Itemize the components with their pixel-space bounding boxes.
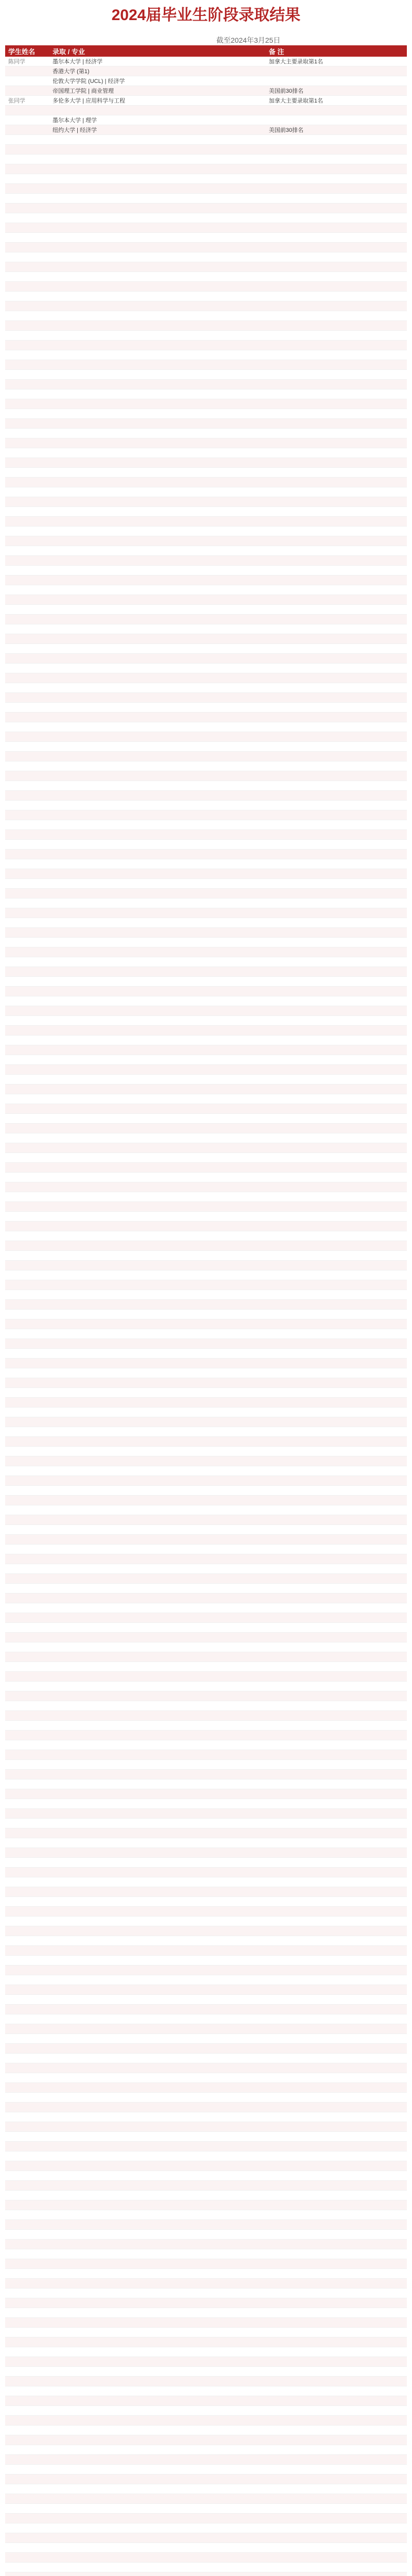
admission-detail: 纽约大学 | 经济学 [53, 127, 97, 133]
table-row [5, 2024, 407, 2034]
table-row [5, 1212, 407, 1222]
table-row [5, 204, 407, 213]
date-note: 截至2024年3月25日 [216, 36, 281, 44]
table-row [5, 1456, 407, 1466]
table-row [5, 1486, 407, 1496]
table-row [5, 2484, 407, 2494]
table-row [5, 595, 407, 605]
table-row [5, 527, 407, 536]
table-row [5, 174, 407, 184]
table-row [5, 1016, 407, 1026]
table-row [5, 1437, 407, 1447]
table-row [5, 624, 407, 634]
table-row [5, 1750, 407, 1760]
table-row [5, 2132, 407, 2142]
table-row [5, 1975, 407, 1985]
table-row [5, 1094, 407, 1104]
table-row [5, 2191, 407, 2200]
table-row [5, 2386, 407, 2396]
table-row [5, 1466, 407, 1476]
table-row [5, 1642, 407, 1652]
table-row [5, 1799, 407, 1809]
table-row [5, 106, 407, 115]
table-row [5, 615, 407, 624]
table-row [5, 301, 407, 311]
table-row [5, 2093, 407, 2103]
table-row [5, 2063, 407, 2073]
table-row [5, 321, 407, 331]
student-name: 张同学 [8, 98, 25, 104]
table-row [5, 2572, 407, 2576]
table-row [5, 1026, 407, 1036]
table-row [5, 1662, 407, 1672]
table-row [5, 243, 407, 252]
table-header [5, 45, 407, 57]
table-row [5, 2279, 407, 2289]
table-row [5, 2014, 407, 2024]
table-row [5, 145, 407, 155]
table-row [5, 2465, 407, 2475]
table-row [5, 1417, 407, 1427]
table-row [5, 2044, 407, 2054]
table-row [5, 1554, 407, 1564]
table-row [5, 546, 407, 556]
table-row [5, 2563, 407, 2572]
table-row [5, 1231, 407, 1241]
table-row [5, 311, 407, 321]
table-row [5, 1907, 407, 1917]
table-row [5, 1740, 407, 1750]
table-row [5, 399, 407, 409]
table-row [5, 272, 407, 282]
table-row [5, 1241, 407, 1251]
table-row [5, 2337, 407, 2347]
results-table [5, 45, 407, 2576]
table-row [5, 2142, 407, 2151]
table-body [5, 57, 407, 2576]
header-student: 学生姓名 [8, 47, 36, 56]
table-row [5, 2249, 407, 2259]
table-row [5, 1290, 407, 1300]
table-row [5, 1133, 407, 1143]
table-row [5, 86, 407, 96]
table-row [5, 1496, 407, 1505]
table-row [5, 899, 407, 908]
table-row [5, 262, 407, 272]
table-row [5, 2034, 407, 2044]
table-row [5, 1339, 407, 1349]
table-row [5, 2269, 407, 2279]
table-row [5, 1408, 407, 1417]
admission-detail: 墨尔本大学 | 理学 [53, 117, 97, 124]
table-row [5, 1535, 407, 1545]
table-row [5, 2181, 407, 2191]
table-row [5, 1701, 407, 1711]
table-row [5, 1447, 407, 1456]
table-row [5, 1623, 407, 1633]
table-row [5, 2220, 407, 2230]
table-row [5, 693, 407, 703]
table-row [5, 1427, 407, 1437]
student-name: 陈同学 [8, 59, 25, 65]
table-row [5, 164, 407, 174]
admission-detail: 伦敦大学学院 (UCL) | 经济学 [53, 78, 125, 84]
table-row [5, 1936, 407, 1946]
table-row [5, 2171, 407, 2181]
table-row [5, 1163, 407, 1173]
table-row [5, 605, 407, 615]
table-row [5, 2347, 407, 2357]
table-row [5, 2533, 407, 2543]
table-row [5, 1192, 407, 1202]
table-row [5, 1574, 407, 1584]
ranking-note: 美国前30排名 [269, 88, 304, 94]
table-row [5, 409, 407, 419]
table-row [5, 252, 407, 262]
table-row [5, 360, 407, 370]
table-row [5, 938, 407, 947]
table-row [5, 575, 407, 585]
table-row [5, 1603, 407, 1613]
table-row [5, 1594, 407, 1603]
table-row [5, 673, 407, 683]
admission-detail: 帝国理工学院 | 商业管理 [53, 88, 114, 94]
table-row [5, 1310, 407, 1319]
table-row [5, 517, 407, 527]
table-row [5, 2475, 407, 2484]
table-row [5, 1173, 407, 1182]
table-row [5, 2523, 407, 2533]
table-row [5, 2240, 407, 2249]
table-row [5, 889, 407, 899]
table-row [5, 1143, 407, 1153]
table-row [5, 468, 407, 478]
table-row [5, 66, 407, 76]
table-row [5, 2416, 407, 2426]
table-row [5, 1877, 407, 1887]
table-row [5, 184, 407, 194]
table-row [5, 1515, 407, 1525]
table-row [5, 2073, 407, 2083]
table-row [5, 1270, 407, 1280]
table-row [5, 2151, 407, 2161]
table-row [5, 1721, 407, 1731]
table-row [5, 1926, 407, 1936]
table-row [5, 125, 407, 135]
ranking-note: 加拿大主要录取第1名 [269, 59, 323, 65]
table-row [5, 1838, 407, 1848]
table-row [5, 1682, 407, 1691]
table-row [5, 292, 407, 301]
table-row [5, 2103, 407, 2112]
table-row [5, 76, 407, 86]
table-row [5, 487, 407, 497]
table-row [5, 1848, 407, 1858]
table-row [5, 771, 407, 781]
table-row [5, 791, 407, 801]
table-row [5, 2112, 407, 2122]
table-row [5, 996, 407, 1006]
table-row [5, 634, 407, 644]
table-row [5, 703, 407, 713]
table-row [5, 223, 407, 233]
table-row [5, 1329, 407, 1339]
table-row [5, 869, 407, 879]
table-row [5, 1789, 407, 1799]
table-row [5, 2318, 407, 2328]
table-row [5, 478, 407, 487]
table-row [5, 556, 407, 566]
table-row [5, 1858, 407, 1868]
table-row [5, 2122, 407, 2132]
table-row [5, 1124, 407, 1133]
table-row [5, 1780, 407, 1789]
table-row [5, 761, 407, 771]
table-row [5, 654, 407, 664]
table-row [5, 928, 407, 938]
table-row [5, 1153, 407, 1163]
table-row [5, 1222, 407, 1231]
table-row [5, 2426, 407, 2435]
table-row [5, 1652, 407, 1662]
table-row [5, 1672, 407, 1682]
ranking-note: 美国前30排名 [269, 127, 304, 133]
table-row [5, 2455, 407, 2465]
table-row [5, 1251, 407, 1261]
table-row [5, 1075, 407, 1084]
table-row [5, 1202, 407, 1212]
table-row [5, 1584, 407, 1594]
table-row [5, 2328, 407, 2337]
table-row [5, 1545, 407, 1554]
table-row [5, 1828, 407, 1838]
table-row [5, 722, 407, 732]
table-row [5, 977, 407, 987]
table-row [5, 2435, 407, 2445]
table-row [5, 801, 407, 810]
table-row [5, 1045, 407, 1055]
table-row [5, 2054, 407, 2063]
table-row [5, 282, 407, 292]
table-row [5, 1104, 407, 1114]
table-row [5, 1633, 407, 1642]
table-row [5, 2553, 407, 2563]
table-row [5, 1300, 407, 1310]
table-row [5, 1819, 407, 1828]
table-row [5, 1280, 407, 1290]
table-row [5, 967, 407, 977]
table-row [5, 1359, 407, 1368]
table-row [5, 448, 407, 458]
table-row [5, 497, 407, 507]
table-row [5, 810, 407, 820]
table-row [5, 2289, 407, 2298]
table-row [5, 429, 407, 438]
table-row [5, 840, 407, 850]
table-row [5, 1378, 407, 1388]
table-row [5, 850, 407, 859]
table-row [5, 438, 407, 448]
table-row [5, 908, 407, 918]
table-row [5, 957, 407, 967]
table-row [5, 1956, 407, 1965]
table-row [5, 2083, 407, 2093]
table-row [5, 1065, 407, 1075]
header-admission: 录取 / 专业 [53, 47, 85, 56]
table-row [5, 233, 407, 243]
table-row [5, 1398, 407, 1408]
table-row [5, 2308, 407, 2318]
table-row [5, 752, 407, 761]
table-row [5, 830, 407, 840]
table-row [5, 2494, 407, 2504]
table-row [5, 2514, 407, 2523]
table-row [5, 341, 407, 350]
table-row [5, 1731, 407, 1740]
table-row [5, 1084, 407, 1094]
table-row [5, 1985, 407, 1995]
table-row [5, 1006, 407, 1016]
table-row [5, 1613, 407, 1623]
table-row [5, 2367, 407, 2377]
table-row [5, 1036, 407, 1045]
table-row [5, 664, 407, 673]
table-row [5, 2230, 407, 2240]
table-row [5, 2406, 407, 2416]
table-row [5, 1770, 407, 1780]
header-note: 备 注 [269, 47, 284, 56]
table-row [5, 1182, 407, 1192]
table-row [5, 1917, 407, 1926]
table-row [5, 2396, 407, 2406]
table-row [5, 370, 407, 380]
ranking-note: 加拿大主要录取第1名 [269, 98, 323, 104]
table-row [5, 742, 407, 752]
table-row [5, 507, 407, 517]
table-row [5, 1368, 407, 1378]
table-row [5, 1525, 407, 1535]
table-row [5, 1476, 407, 1486]
table-row [5, 213, 407, 223]
table-row [5, 2543, 407, 2553]
table-row [5, 1887, 407, 1897]
table-row [5, 2298, 407, 2308]
table-row [5, 566, 407, 575]
table-row [5, 389, 407, 399]
table-row [5, 155, 407, 164]
table-row [5, 135, 407, 145]
admission-detail: 香港大学 (第1) [53, 69, 90, 75]
table-row [5, 859, 407, 869]
admission-detail: 墨尔本大学 | 经济学 [53, 59, 102, 65]
table-row [5, 1711, 407, 1721]
table-row [5, 57, 407, 66]
table-row [5, 1965, 407, 1975]
table-row [5, 350, 407, 360]
table-row [5, 1809, 407, 1819]
table-row [5, 683, 407, 693]
table-row [5, 1564, 407, 1574]
table-row [5, 1055, 407, 1065]
table-row [5, 879, 407, 889]
table-row [5, 1349, 407, 1359]
table-row [5, 1691, 407, 1701]
table-row [5, 1868, 407, 1877]
table-row [5, 458, 407, 468]
table-row [5, 419, 407, 429]
table-row [5, 2259, 407, 2269]
table-row [5, 2377, 407, 2386]
table-row [5, 1319, 407, 1329]
table-row [5, 585, 407, 595]
page-title: 2024届毕业生阶段录取结果 [111, 7, 301, 24]
table-row [5, 644, 407, 654]
table-row [5, 1505, 407, 1515]
table-row [5, 918, 407, 928]
table-row [5, 947, 407, 957]
admission-detail: 多伦多大学 | 应用科学与工程 [53, 98, 125, 104]
table-row [5, 380, 407, 389]
table-row [5, 115, 407, 125]
table-row [5, 1388, 407, 1398]
table-row [5, 331, 407, 341]
table-row [5, 2210, 407, 2220]
table-row [5, 1995, 407, 2005]
table-row [5, 194, 407, 204]
table-row [5, 2504, 407, 2514]
table-row [5, 713, 407, 722]
table-row [5, 1897, 407, 1907]
table-row [5, 2200, 407, 2210]
table-row [5, 1261, 407, 1270]
table-row [5, 2357, 407, 2367]
table-row [5, 96, 407, 106]
table-row [5, 2005, 407, 2014]
table-row [5, 1946, 407, 1956]
table-row [5, 2161, 407, 2171]
table-row [5, 820, 407, 830]
table-row [5, 732, 407, 742]
table-row [5, 1114, 407, 1124]
table-row [5, 536, 407, 546]
table-row [5, 987, 407, 996]
table-row [5, 781, 407, 791]
table-row [5, 1760, 407, 1770]
table-row [5, 2445, 407, 2455]
